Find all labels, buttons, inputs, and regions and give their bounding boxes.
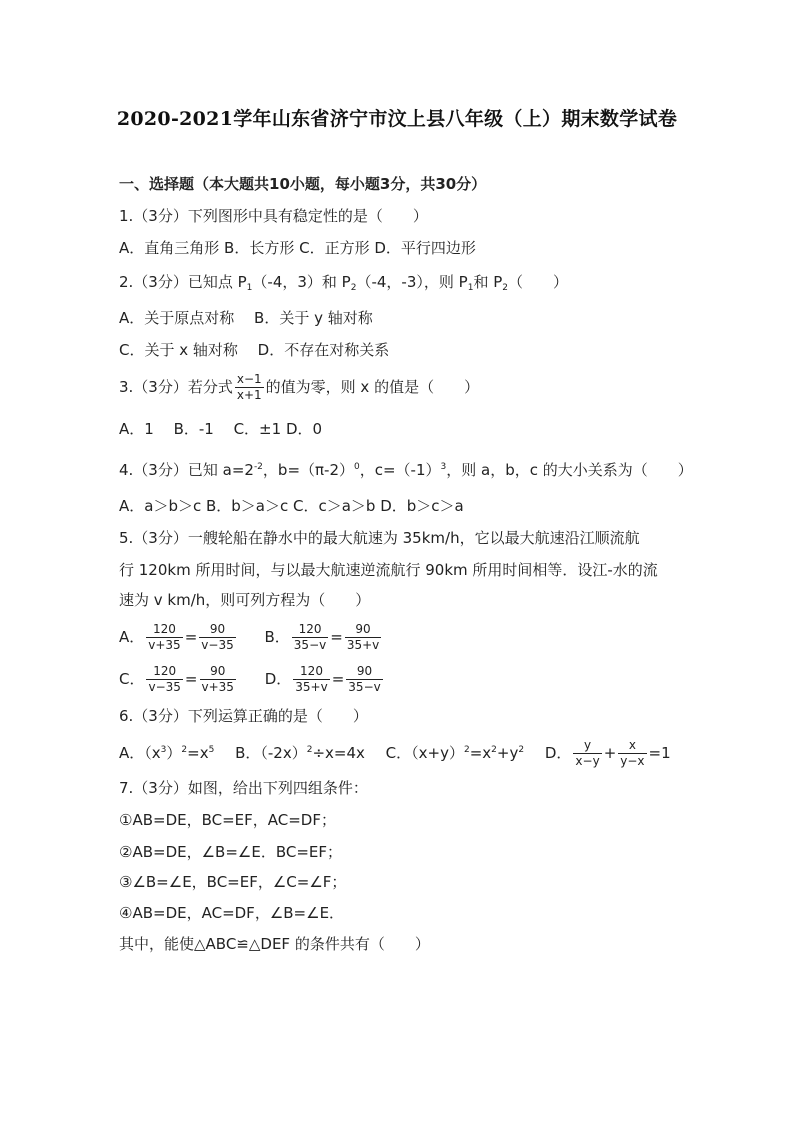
q5-option-b: B． $\frac{120}{35-v}$ = $\frac{90}{35+v}$ [264, 621, 380, 652]
q5-line-2: 行 120km 所用时间，与以最大航速逆流航行 90km 所用时间相等．设江‐水的流 [119, 561, 658, 579]
q5-line-1: 5.（3分）一艘轮船在静水中的最大航速为 35km/h，它以最大航速沿江顺流航 [119, 529, 640, 547]
q6-option-a: A．$(x^3)^2=x^5$ [119, 744, 215, 762]
q1-stem: 1.（3分）下列图形中具有稳定性的是（ ） [119, 207, 428, 225]
q6-stem: 6.（3分）下列运算正确的是（ ） [119, 707, 368, 725]
q7-condition-4: ④AB=DE，AC=DF，∠B=∠E． [119, 904, 345, 922]
q5-options-ab [119, 620, 383, 654]
q5-option-d: D． $\frac{120}{35+v}$ = $\frac{90}{35-v}$ [264, 663, 381, 694]
q2-stem: 2.（3分）已知点 $P_1(-4$，3）和 $P_2(-4$，-3），则 $P_1$和 $P_2$（ ） [119, 273, 569, 293]
q2-options-ab: A．关于原点对称 B．关于 y 轴对称 [119, 309, 373, 327]
section-heading: 一、选择题（本大题共10小题，每小题3分，共30分） [119, 175, 487, 193]
q6-option-b: B．$(-2x)^2\div x=4x$ [235, 744, 365, 762]
q5-line-3: 速为 v km/h，则可列方程为（ ） [119, 591, 371, 609]
q7-condition-3: ③∠B=∠E，BC=EF，∠C=∠F； [119, 873, 347, 891]
q5-option-a: A． $\frac{120}{v+35}$ = $\frac{90}{v-35}$ [119, 621, 234, 652]
q6-option-d: D． $\frac{y}{x-y}$ + $\frac{x}{y-x}$ =1 [544, 737, 671, 768]
q3-options: A．1 B．-1 C．±1 D．0 [119, 420, 323, 438]
q7-condition-1: ①AB=DE，BC=EF，AC=DF； [119, 811, 336, 829]
q4-stem: 4.（3分）已知 $a=2^{-2}$，$b=(\pi-2)^0$，$c=(-1)^3$，则 a，b，c 的大小关系为（ ） [119, 461, 693, 479]
q7-stem: 7.（3分）如图，给出下列四组条件： [119, 779, 368, 797]
q1-options: A．直角三角形 B．长方形 C．正方形 D．平行四边形 [119, 239, 476, 257]
q6-option-c: C．$(x+y)^2=x^2+y^2$ [385, 744, 525, 762]
q7-question: 其中，能使△ABC≌△DEF 的条件共有（ ） [119, 935, 430, 953]
q6-options [119, 736, 671, 770]
q3-stem: 3.（3分）若分式 $\frac{x-1}{x+1}$ 的值为零，则 x 的值是（ ） [119, 372, 480, 402]
page-title: 2020-2021学年山东省济宁市汶上县八年级（上）期末数学试卷 [116, 108, 678, 130]
q7-condition-2: ②AB=DE，∠B=∠E．BC=EF； [119, 843, 343, 861]
q5-options-cd [119, 662, 385, 696]
q3-fraction: $\frac{x-1}{x+1}$ [236, 372, 262, 402]
q5-option-c: C． $\frac{120}{v-35}$ = $\frac{90}{v+35}$ [119, 663, 234, 694]
q2-options-cd: C．关于 x 轴对称 D．不存在对称关系 [119, 341, 390, 359]
q4-options: A．a＞b＞c B．b＞a＞c C．c＞a＞b D．b＞c＞a [119, 497, 464, 515]
